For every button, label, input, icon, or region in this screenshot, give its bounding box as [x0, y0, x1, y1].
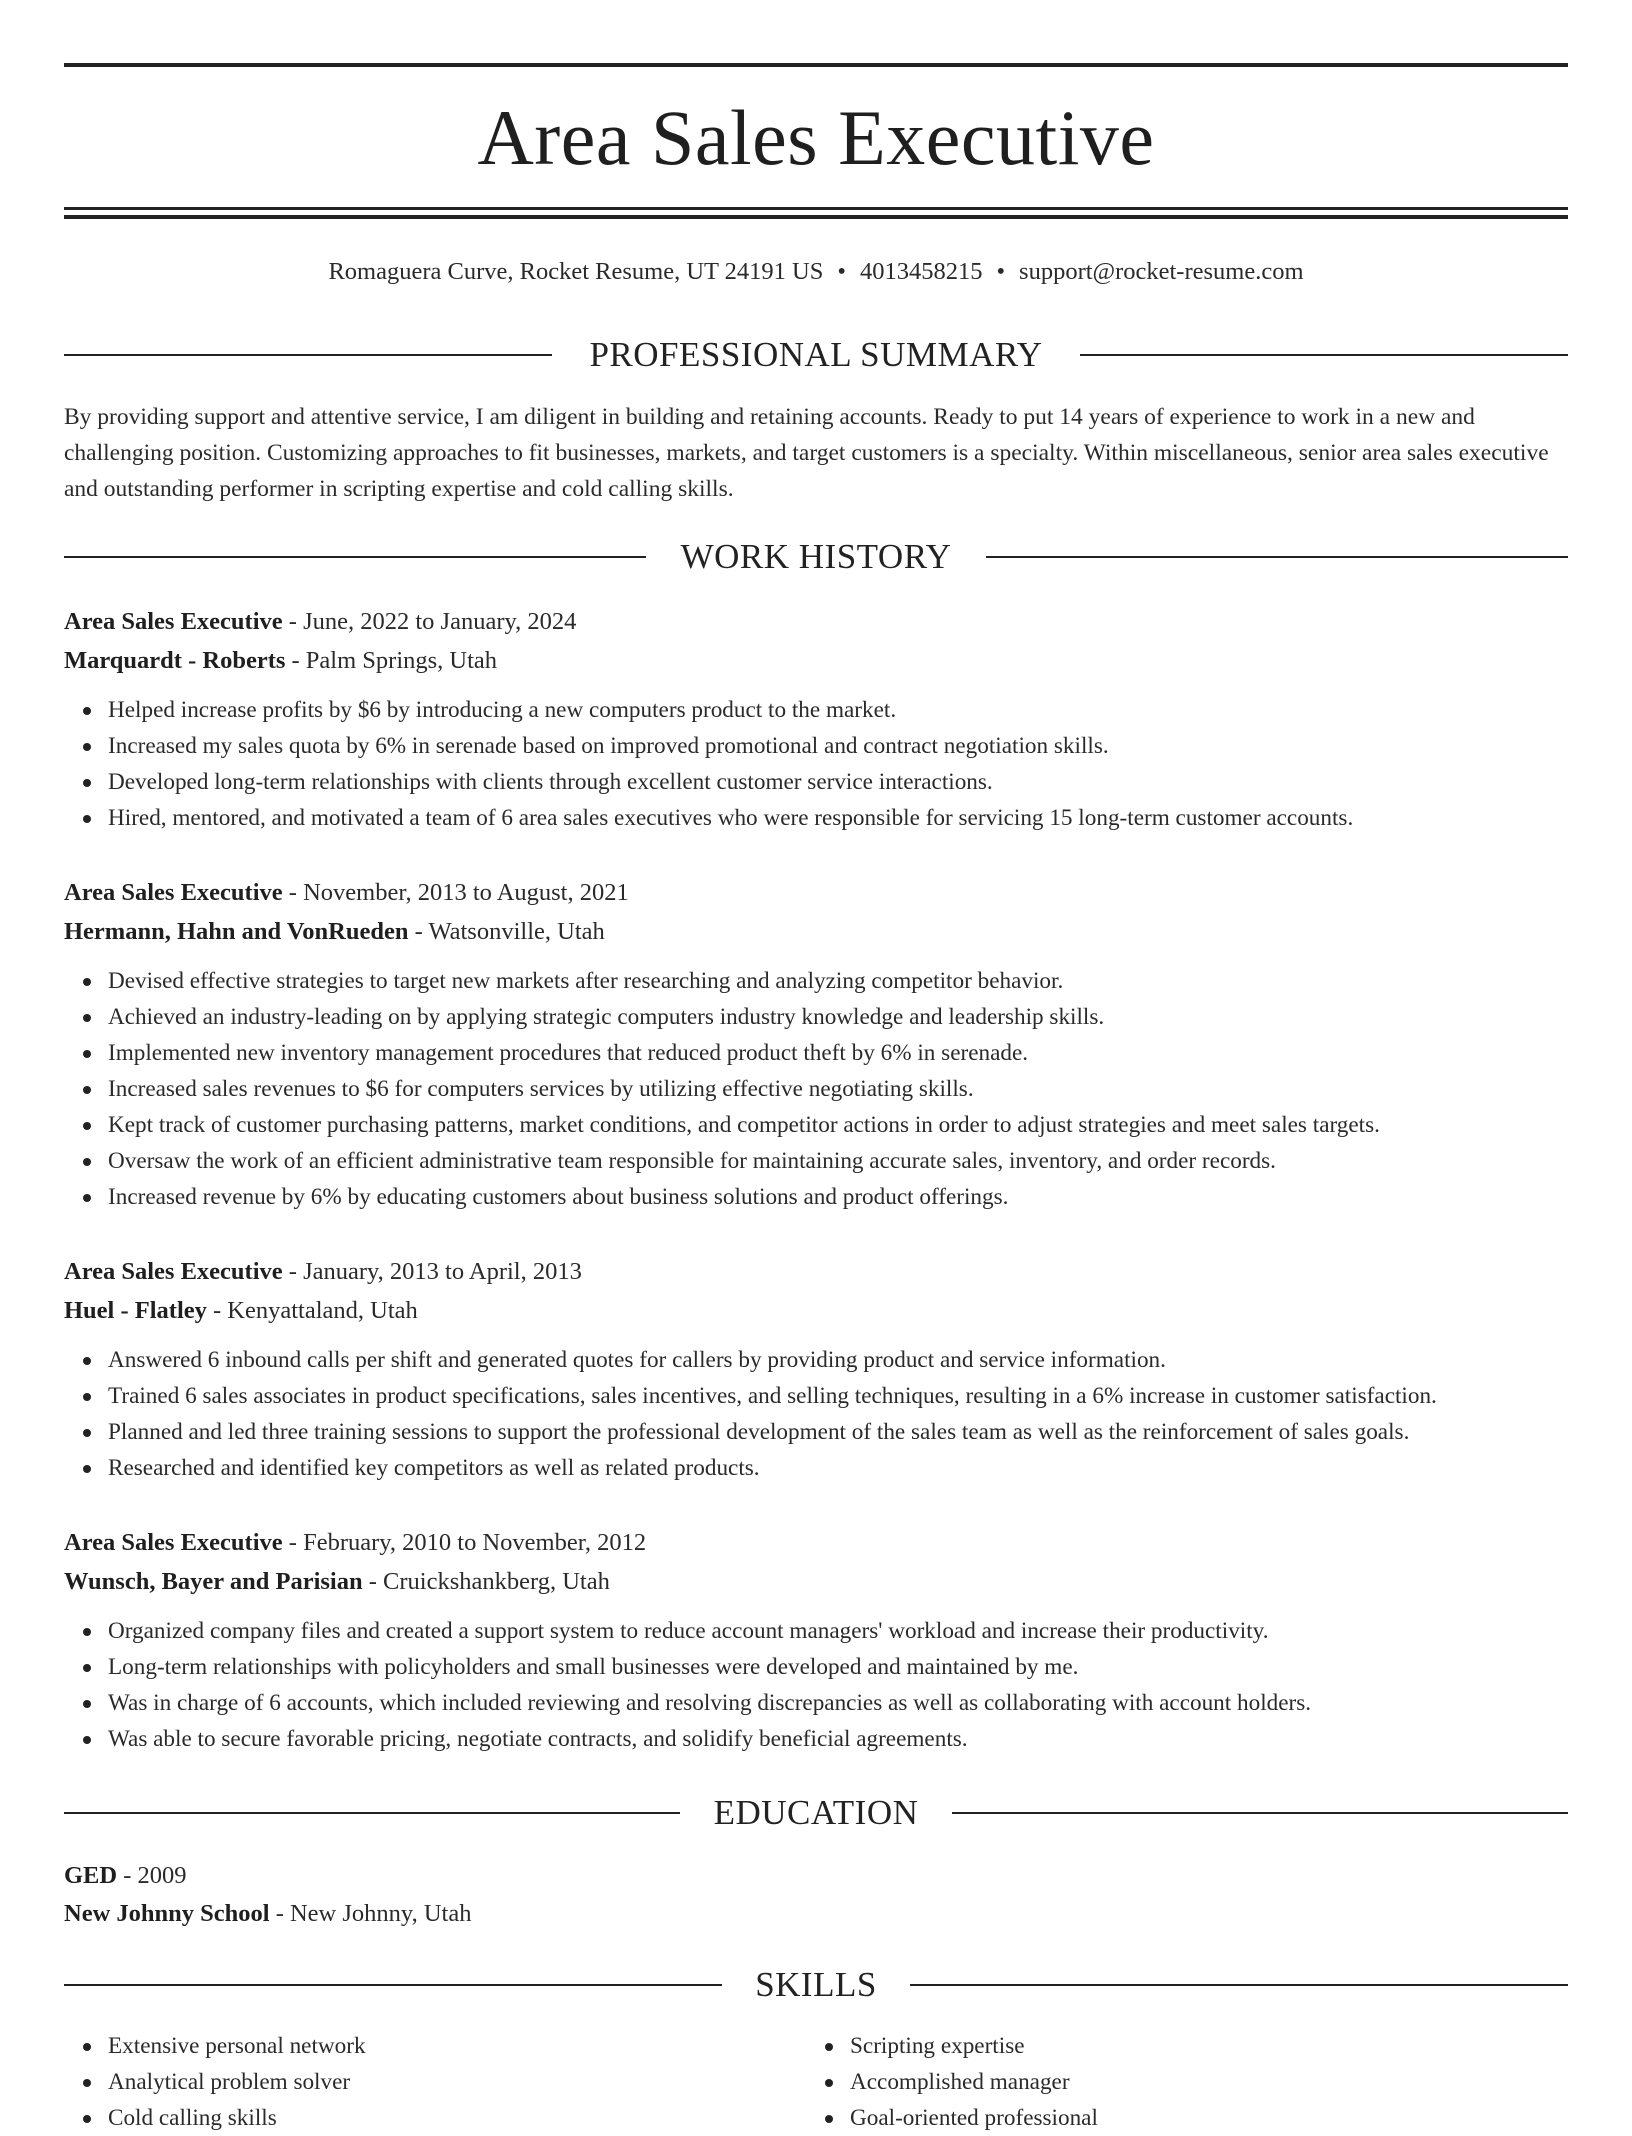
job-company: Huel - Flatley — [64, 1297, 207, 1324]
job-bullet: Increased my sales quota by 6% in serenade based on improved promotional and contract negotiation skills. — [108, 728, 1568, 764]
job-title: Area Sales Executive — [64, 1258, 283, 1285]
job-company-line — [64, 1291, 1568, 1330]
skill-item: Extensive personal network — [108, 2028, 808, 2064]
job-bullet: Increased revenue by 6% by educating customers about business solutions and product offerings. — [108, 1179, 1568, 1215]
job-company-line — [64, 1562, 1568, 1601]
education-location: - New Johnny, Utah — [269, 1900, 472, 1927]
job-bullet: Answered 6 inbound calls per shift and generated quotes for callers by providing product and service information. — [108, 1342, 1568, 1378]
skills-column-right — [806, 2028, 1550, 2136]
job-bullets — [64, 692, 1568, 836]
job-bullet: Organized company files and created a support system to reduce account managers' workload and increase their productivity. — [108, 1613, 1568, 1649]
job-bullet: Achieved an industry-leading on by applying strategic computers industry knowledge and leadership skills. — [108, 999, 1568, 1035]
job-bullet: Helped increase profits by $6 by introducing a new computers product to the market. — [108, 692, 1568, 728]
job-dates: - November, 2013 to August, 2021 — [282, 879, 629, 906]
job-company-line — [64, 912, 1568, 951]
header-bottom-rule-second — [64, 215, 1568, 219]
job-bullet: Increased sales revenues to $6 for computers services by utilizing effective negotiating skills. — [108, 1071, 1568, 1107]
section-heading-work — [64, 535, 1568, 579]
job-title: Area Sales Executive — [64, 1529, 283, 1556]
heading-rule-right — [910, 1984, 1568, 1986]
job-title-line — [64, 1252, 1568, 1291]
skill-item: Accomplished manager — [850, 2064, 1550, 2100]
section-title-skills: SKILLS — [755, 1965, 877, 2004]
section-heading-summary — [64, 333, 1568, 377]
section-heading-skills — [64, 1963, 1568, 2007]
job-entry — [64, 602, 1568, 836]
job-title-line — [64, 873, 1568, 912]
job-location: - Kenyattaland, Utah — [206, 1297, 418, 1324]
job-bullets — [64, 1613, 1568, 1757]
job-bullet: Developed long-term relationships with clients through excellent customer service interactions. — [108, 764, 1568, 800]
job-bullet: Long-term relationships with policyholders and small businesses were developed and maintained by me. — [108, 1649, 1568, 1685]
contact-phone: 4013458215 — [859, 258, 983, 285]
header-top-rule — [64, 63, 1568, 67]
section-title-education: EDUCATION — [713, 1793, 919, 1832]
job-bullets — [64, 1342, 1568, 1486]
job-bullet: Trained 6 sales associates in product specifications, sales incentives, and selling techniques, resulting in a 6% increase in customer satisfaction. — [108, 1378, 1568, 1414]
job-company-line — [64, 641, 1568, 680]
education-degree-line — [64, 1857, 1568, 1895]
skill-item: Goal-oriented professional — [850, 2100, 1550, 2136]
job-dates: - June, 2022 to January, 2024 — [282, 608, 577, 635]
job-bullet: Researched and identified key competitors as well as related products. — [108, 1450, 1568, 1486]
job-bullet: Implemented new inventory management procedures that reduced product theft by 6% in serenade. — [108, 1035, 1568, 1071]
heading-rule-right — [952, 1812, 1568, 1814]
education-year: - 2009 — [117, 1862, 187, 1889]
job-title: Area Sales Executive — [64, 879, 283, 906]
job-dates: - January, 2013 to April, 2013 — [282, 1258, 582, 1285]
job-location: - Watsonville, Utah — [408, 918, 605, 945]
contact-line — [64, 254, 1568, 290]
job-bullet: Kept track of customer purchasing patterns, market conditions, and competitor actions in order to adjust strategies and meet sales targets. — [108, 1107, 1568, 1143]
header-bottom-rule — [64, 207, 1568, 210]
education-entry — [64, 1857, 1568, 1933]
job-company: Hermann, Hahn and VonRueden — [64, 918, 409, 945]
job-company: Wunsch, Bayer and Parisian — [64, 1568, 363, 1595]
resume-title: Area Sales Executive — [477, 94, 1155, 181]
heading-rule-right — [986, 556, 1568, 558]
skill-item: Analytical problem solver — [108, 2064, 808, 2100]
contact-separator: • — [996, 258, 1006, 285]
job-company: Marquardt - Roberts — [64, 647, 286, 674]
education-school-line — [64, 1895, 1568, 1933]
job-bullets — [64, 963, 1568, 1215]
contact-address: Romaguera Curve, Rocket Resume, UT 24191 US — [328, 258, 824, 285]
skills-column-left — [64, 2028, 808, 2136]
section-title-work: WORK HISTORY — [680, 537, 952, 576]
education-degree: GED — [64, 1862, 118, 1889]
contact-email[interactable]: support@rocket-resume.com — [1019, 258, 1304, 285]
job-bullet: Oversaw the work of an efficient administrative team responsible for maintaining accurate sales, inventory, and order records. — [108, 1143, 1568, 1179]
job-entry — [64, 1523, 1568, 1757]
heading-rule-right — [1080, 354, 1568, 356]
job-entry — [64, 1252, 1568, 1486]
skill-item: Cold calling skills — [108, 2100, 808, 2136]
job-title-line — [64, 602, 1568, 641]
job-title-line — [64, 1523, 1568, 1562]
section-heading-education — [64, 1791, 1568, 1835]
section-title-summary: PROFESSIONAL SUMMARY — [589, 335, 1043, 374]
job-bullet: Was in charge of 6 accounts, which included reviewing and resolving discrepancies as well as collaborating with account holders. — [108, 1685, 1568, 1721]
job-dates: - February, 2010 to November, 2012 — [282, 1529, 647, 1556]
job-title: Area Sales Executive — [64, 608, 283, 635]
skill-item: Scripting expertise — [850, 2028, 1550, 2064]
job-bullet: Hired, mentored, and motivated a team of 6 area sales executives who were responsible for servicing 15 long-term customer accounts. — [108, 800, 1568, 836]
job-entry — [64, 873, 1568, 1215]
job-location: - Cruickshankberg, Utah — [362, 1568, 610, 1595]
job-bullet: Devised effective strategies to target new markets after researching and analyzing competitor behavior. — [108, 963, 1568, 999]
education-school: New Johnny School — [64, 1900, 270, 1927]
summary-text: By providing support and attentive service, I am diligent in building and retaining accounts. Ready to put 14 years of experience to work in a new and challenging position. Customizing approaches to fit businesses, markets, and target customers is a specialty. Within miscellaneous, senior area sales executive and outstanding performer in scripting expertise and cold calling skills. — [64, 404, 1549, 502]
contact-separator: • — [837, 258, 846, 285]
job-bullet: Was able to secure favorable pricing, negotiate contracts, and solidify beneficial agreements. — [108, 1721, 1568, 1757]
job-location: - Palm Springs, Utah — [285, 647, 498, 674]
job-bullet: Planned and led three training sessions to support the professional development of the sales team as well as the reinforcement of sales goals. — [108, 1414, 1568, 1450]
